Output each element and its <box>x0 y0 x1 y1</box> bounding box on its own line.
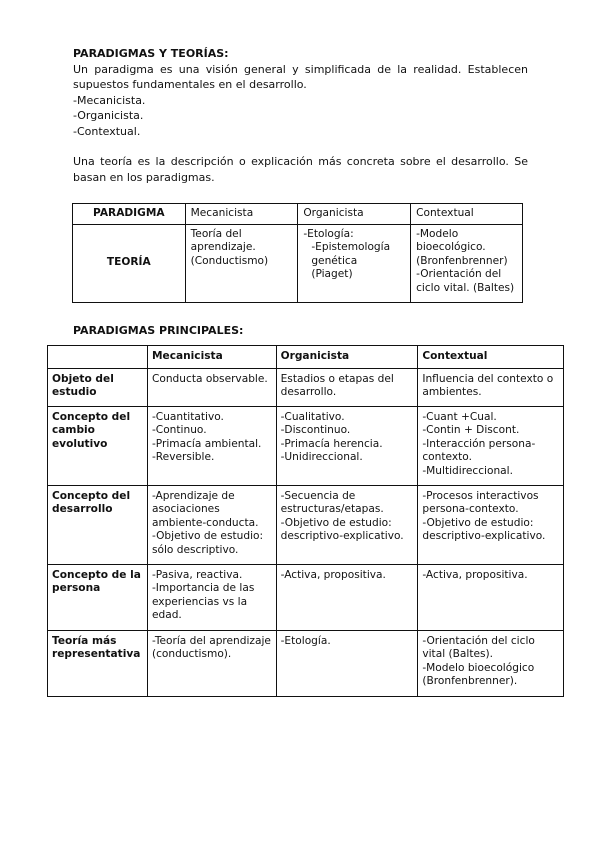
cell-line: (Bronfenbrenner) <box>416 254 508 267</box>
cell-line: -Unidireccional. <box>280 451 363 464</box>
cell-organicista <box>276 630 418 696</box>
header-cell: Contextual <box>411 204 523 225</box>
cell-organicista <box>276 406 418 485</box>
cell-line: -Multidireccional. <box>422 464 513 477</box>
row-label: Teoría más representativa <box>48 630 148 696</box>
cell-line: -Etología. <box>280 634 331 647</box>
row-label: Concepto del cambio evolutivo <box>48 406 148 485</box>
table-row <box>48 368 564 406</box>
cell-line: -Procesos interactivos persona-contexto. <box>422 489 539 516</box>
cell-contextual <box>418 630 564 696</box>
cell-line: -Modelo <box>416 227 459 240</box>
cell-line: -Interacción persona-contexto. <box>422 437 536 464</box>
cell-line: -Modelo bioecológico (Bronfenbrenner). <box>422 661 535 688</box>
header-cell: Organicista <box>298 204 411 225</box>
table-row <box>48 406 564 485</box>
cell-mecanicista <box>147 368 276 406</box>
cell-line: -Cuantitativo. <box>151 410 224 423</box>
cell-line: ciclo vital. (Baltes) <box>416 281 515 294</box>
cell-line: aprendizaje. <box>190 241 256 254</box>
paradigm-item: -Mecanicista. <box>73 93 146 107</box>
header-cell: Organicista <box>276 346 418 369</box>
cell-contextual <box>418 368 564 406</box>
cell-line: -Teoría del aprendizaje (conductismo). <box>151 634 271 661</box>
cell-line: genética <box>311 254 358 267</box>
cell-line: Conducta observable. <box>151 372 268 385</box>
cell-contextual <box>418 564 564 630</box>
cell-organicista <box>276 485 418 564</box>
cell-organicista <box>298 224 411 302</box>
cell-line: (Piaget) <box>311 268 353 281</box>
cell-line: -Etología: <box>303 227 354 240</box>
cell-organicista <box>276 564 418 630</box>
cell-contextual <box>418 485 564 564</box>
cell-line: -Reversible. <box>151 451 215 464</box>
theory-definition: Una teoría es la descripción o explicación más concreta sobre el desarrollo. Se basan en los paradigmas. <box>73 155 528 184</box>
cell-line: -Objetivo de estudio: descriptivo-explicativo. <box>280 516 404 543</box>
table-header-row <box>48 346 564 369</box>
table-row <box>48 630 564 696</box>
cell-line: -Pasiva, reactiva. <box>151 568 243 581</box>
table-row <box>48 485 564 564</box>
cell-line: -Cuant +Cual. <box>422 410 497 423</box>
paradigm-definition: Un paradigma es una visión general y simplificada de la realidad. Establecen supuestos fundamentales en el desarrollo. <box>73 62 528 91</box>
cell-mecanicista <box>147 564 276 630</box>
cell-line: -Aprendizaje de asociaciones ambiente-conducta. <box>151 489 259 529</box>
cell-line: -Orientación del <box>416 268 502 281</box>
cell-line: -Primacía ambiental. <box>151 437 262 450</box>
row-label: Objeto del estudio <box>48 368 148 406</box>
cell-line: Teoría del <box>190 227 242 240</box>
header-cell <box>48 346 148 369</box>
cell-line: -Discontinuo. <box>280 424 351 437</box>
cell-line: -Secuencia de estructuras/etapas. <box>280 489 384 516</box>
cell-line: -Cualitativo. <box>280 410 345 423</box>
row-label: Concepto del desarrollo <box>48 485 148 564</box>
cell-mecanicista <box>147 485 276 564</box>
cell-line: -Objetivo de estudio: sólo descriptivo. <box>151 530 264 556</box>
cell-contextual <box>411 224 523 302</box>
header-cell: Mecanicista <box>147 346 276 369</box>
cell-line: bioecológico. <box>416 241 486 254</box>
table-row <box>48 564 564 630</box>
cell-line: -Continuo. <box>151 424 207 437</box>
cell-line: Estadios o etapas del desarrollo. <box>280 372 394 399</box>
cell-line: -Contin + Discont. <box>422 424 520 437</box>
header-cell: Mecanicista <box>185 204 298 225</box>
section-title: PARADIGMAS PRINCIPALES: <box>73 324 244 337</box>
intro-section <box>73 46 528 185</box>
cell-line: -Activa, propositiva. <box>422 568 528 581</box>
cell-organicista <box>276 368 418 406</box>
cell-line: -Epistemología <box>311 241 391 254</box>
section-title: PARADIGMAS Y TEORÍAS: <box>73 47 229 60</box>
cell-line: (Conductismo) <box>190 254 269 267</box>
cell-mecanicista <box>147 630 276 696</box>
header-cell: Contextual <box>418 346 564 369</box>
cell-line: -Objetivo de estudio: descriptivo-explicativo. <box>422 516 546 543</box>
cell-line: -Primacía herencia. <box>280 437 383 450</box>
row-label: TEORÍA <box>73 224 186 302</box>
cell-line: -Orientación del ciclo vital (Baltes). <box>422 634 535 661</box>
main-paradigms-table <box>47 345 564 697</box>
table-header-row <box>73 204 523 225</box>
cell-line: Influencia del contexto o ambientes. <box>422 372 554 399</box>
cell-mecanicista <box>185 224 298 302</box>
paradigm-item: -Contextual. <box>73 124 141 138</box>
cell-line: -Activa, propositiva. <box>280 568 386 581</box>
cell-line: -Importancia de las experiencias vs la edad. <box>151 582 255 622</box>
table-row <box>73 224 523 302</box>
cell-contextual <box>418 406 564 485</box>
cell-mecanicista <box>147 406 276 485</box>
row-label: Concepto de la persona <box>48 564 148 630</box>
header-cell: PARADIGMA <box>73 204 186 225</box>
paradigm-item: -Organicista. <box>73 109 144 122</box>
paradigm-theory-table <box>72 203 523 303</box>
